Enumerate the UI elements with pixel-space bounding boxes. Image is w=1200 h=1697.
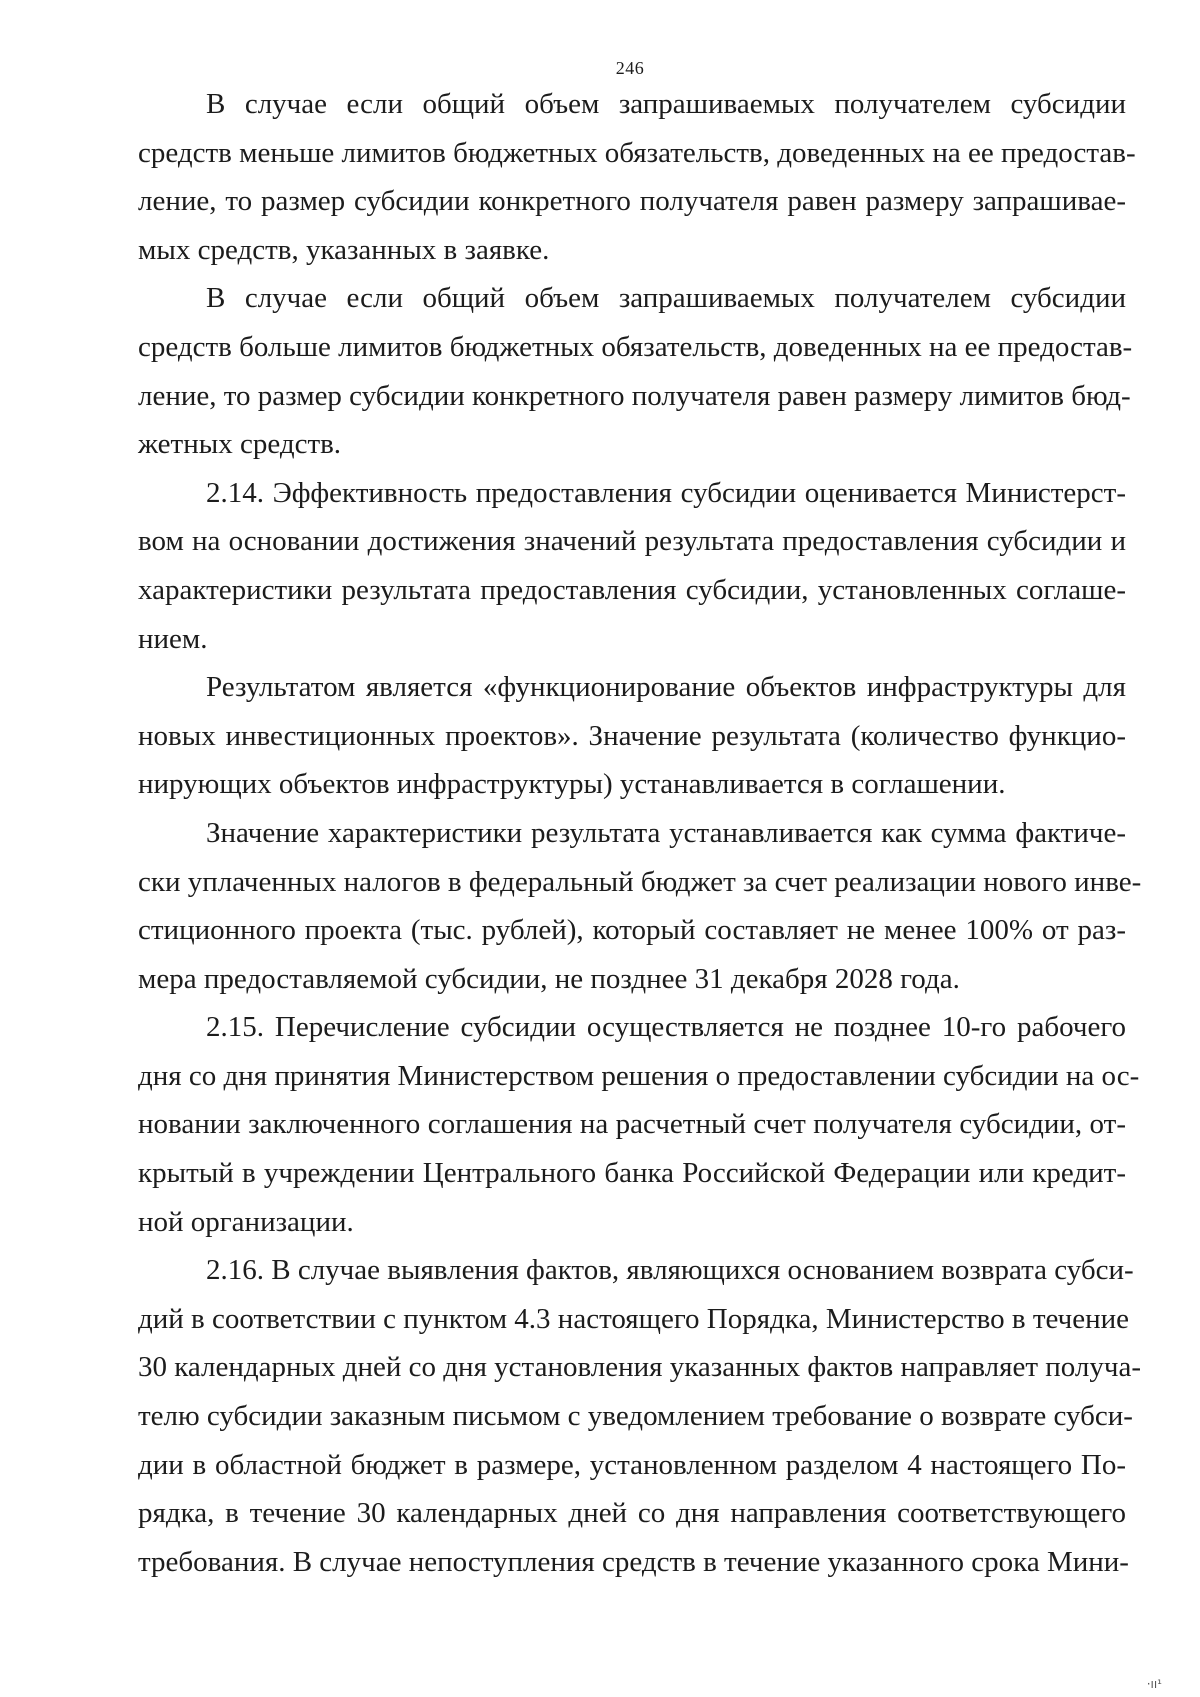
text-line: дии в областной бюджет в размере, установленном разделом 4 настоящего По- xyxy=(138,1448,1126,1481)
text-line: 2.15. Перечисление субсидии осуществляется не позднее 10-го рабочего xyxy=(206,1011,1126,1044)
text-line: средств меньше лимитов бюджетных обязательств, доведенных на ее предостав- xyxy=(138,136,1136,169)
text-line: нием. xyxy=(138,622,208,655)
text-line: новании заключенного соглашения на расчетный счет получателя субсидии, от- xyxy=(138,1108,1126,1141)
document-body xyxy=(138,80,1142,1586)
text-line: характеристики результата предоставления субсидии, установленных соглаше- xyxy=(138,573,1126,606)
text-line: 30 календарных дней со дня установления указанных фактов направляет получа- xyxy=(138,1351,1142,1384)
text-line: дня со дня принятия Министерством решения о предоставлении субсидии на ос- xyxy=(138,1059,1140,1092)
paragraph-2 xyxy=(138,274,1133,468)
text-line: В случае если общий объем запрашиваемых получателем субсидии xyxy=(206,282,1126,315)
text-line: ление, то размер субсидии конкретного получателя равен размеру запрашивае- xyxy=(138,185,1126,218)
text-line: 2.14. Эффективность предоставления субсидии оценивается Министерст- xyxy=(206,476,1126,509)
text-line: жетных средств. xyxy=(138,428,342,461)
text-line: дий в соответствии с пунктом 4.3 настоящего Порядка, Министерство в течение xyxy=(138,1302,1130,1335)
text-line: крытый в учреждении Центрального банка Российской Федерации или кредит- xyxy=(138,1157,1126,1190)
text-line: мера предоставляемой субсидии, не позднее 31 декабря 2028 года. xyxy=(138,962,960,995)
text-line: нирующих объектов инфраструктуры) устанавливается в соглашении. xyxy=(138,768,1006,801)
paragraph-2-16 xyxy=(138,1246,1142,1586)
text-line: мых средств, указанных в заявке. xyxy=(138,233,550,266)
paragraph-2-15 xyxy=(138,1003,1140,1246)
text-line: В случае если общий объем запрашиваемых получателем субсидии xyxy=(206,88,1126,120)
text-line: Значение характеристики результата устанавливается как сумма фактиче- xyxy=(206,816,1126,849)
scan-artifact-mark: ·ıı¹ xyxy=(1146,1677,1162,1691)
text-line: ление, то размер субсидии конкретного получателя равен размеру лимитов бюд- xyxy=(138,379,1131,412)
text-line: новых инвестиционных проектов». Значение результата (количество функцио- xyxy=(138,719,1126,752)
text-line: средств больше лимитов бюджетных обязательств, доведенных на ее предостав- xyxy=(138,330,1133,363)
page-number: 246 xyxy=(615,58,645,78)
text-line: 2.16. В случае выявления фактов, являющихся основанием возврата субси- xyxy=(206,1254,1134,1287)
text-line: стиционного проекта (тыс. рублей), который составляет не менее 100% от раз- xyxy=(138,914,1126,947)
text-line: телю субсидии заказным письмом с уведомлением требование о возврате субси- xyxy=(138,1400,1133,1433)
text-line: ски уплаченных налогов в федеральный бюджет за счет реализации нового инве- xyxy=(138,865,1142,898)
text-line: требования. В случае непоступления средств в течение указанного срока Мини- xyxy=(138,1545,1129,1578)
paragraph-1 xyxy=(138,80,1136,274)
paragraph-characteristic xyxy=(138,809,1142,1003)
paragraph-2-14 xyxy=(138,469,1126,663)
text-line: ной организации. xyxy=(138,1205,354,1238)
text-line: вом на основании достижения значений результата предоставления субсидии и xyxy=(138,525,1126,558)
paragraph-result xyxy=(138,663,1126,809)
text-line: рядка, в течение 30 календарных дней со дня направления соответствующего xyxy=(138,1497,1126,1530)
text-line: Результатом является «функционирование объектов инфраструктуры для xyxy=(206,671,1126,704)
